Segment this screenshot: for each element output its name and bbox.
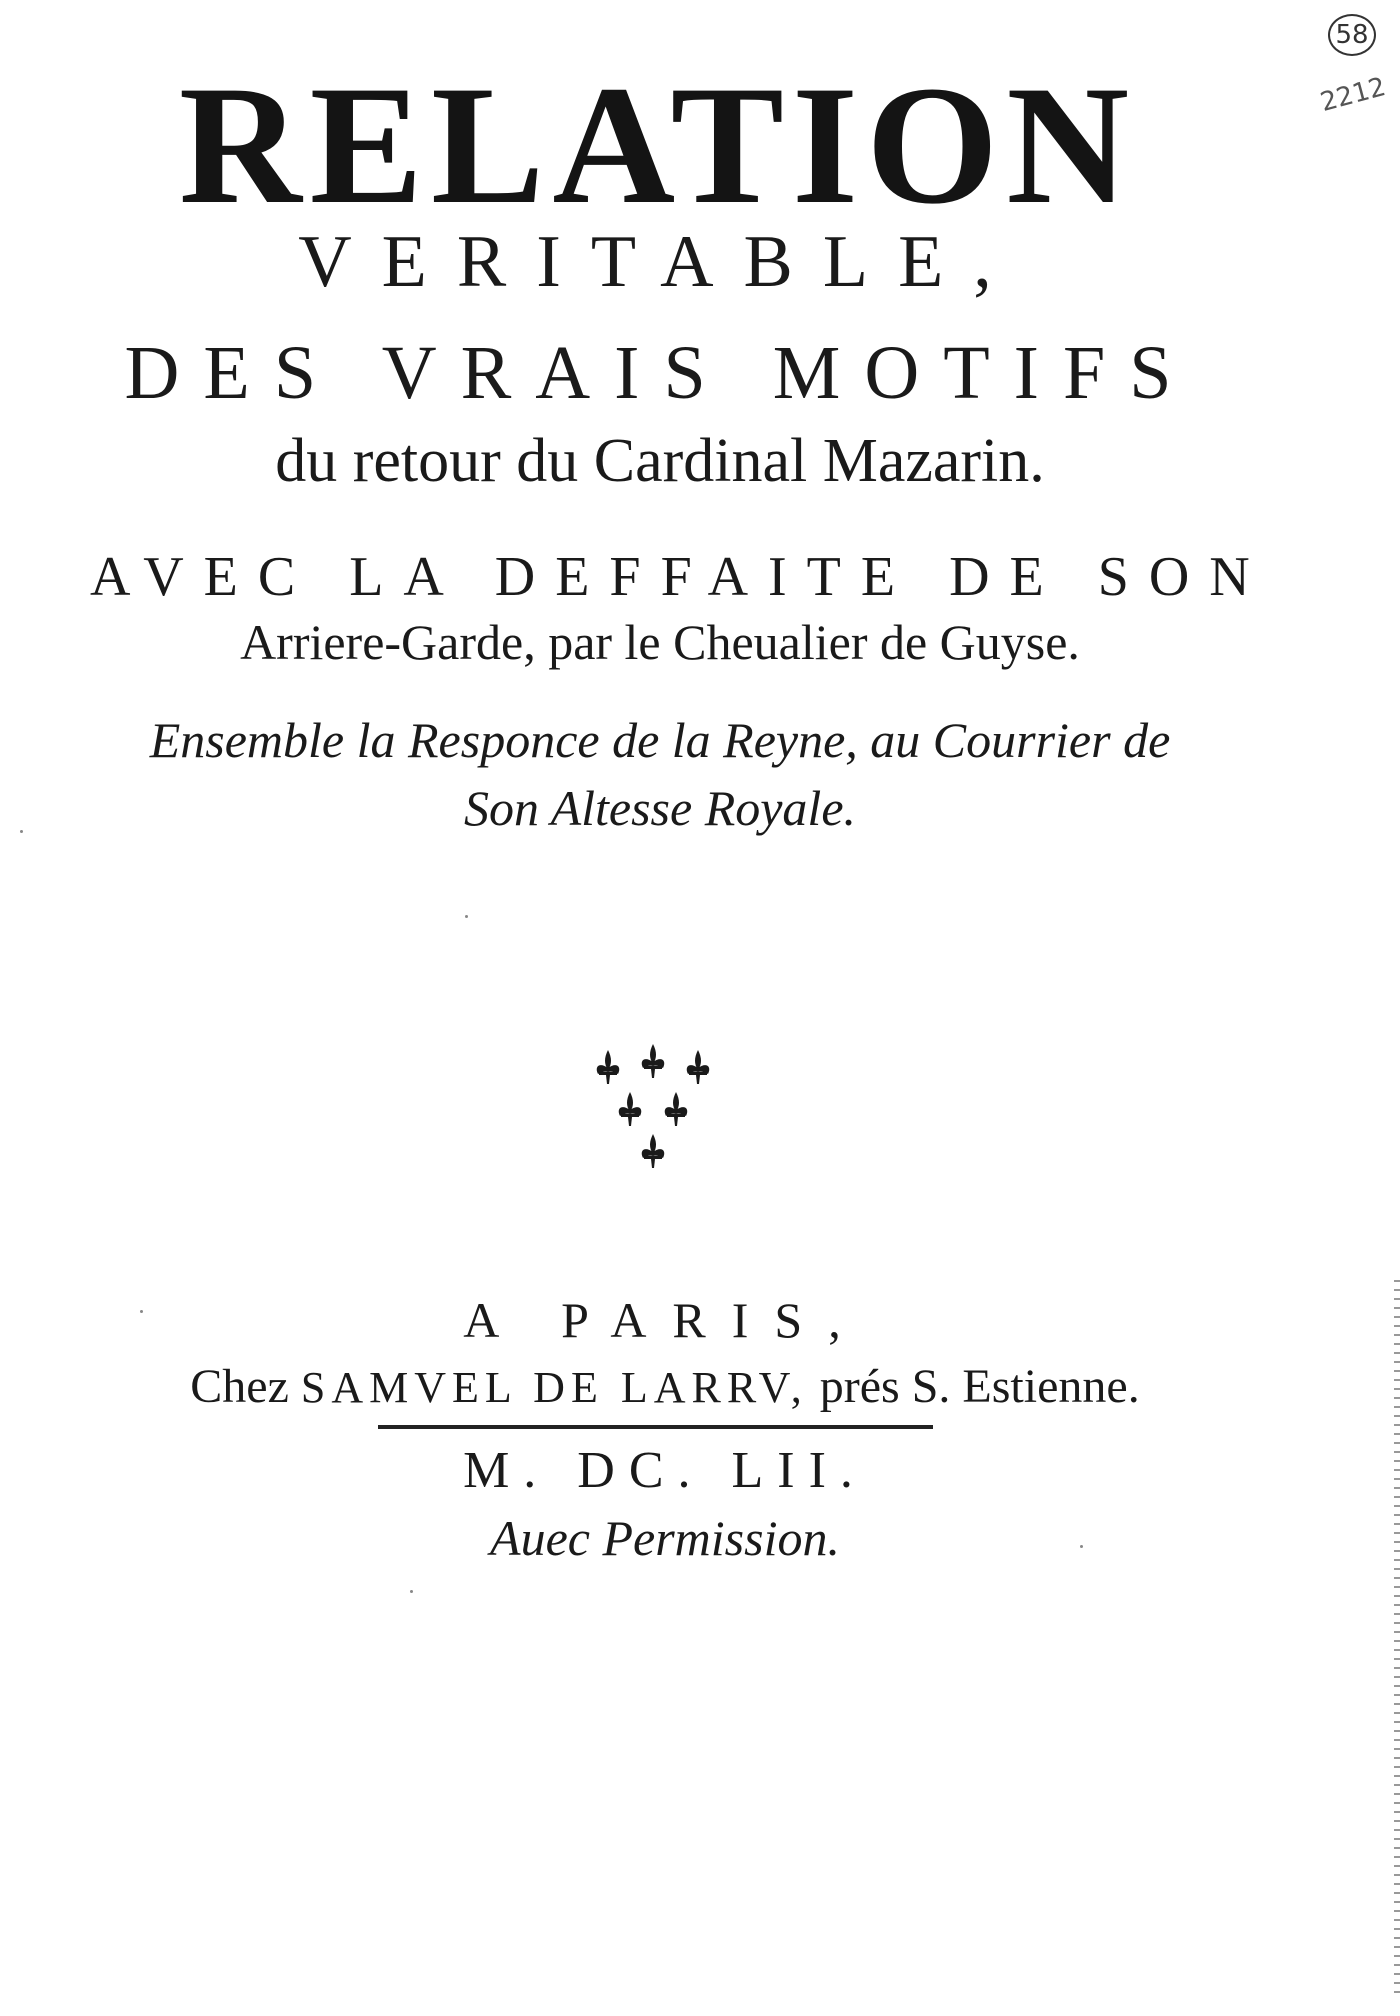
imprint-place: A PARIS, — [463, 1292, 867, 1348]
imprint-printer — [95, 1358, 1235, 1417]
supplement-line-1: Ensemble la Responce de la Reyne, au Courrier de — [149, 712, 1171, 768]
scan-speck — [1080, 1545, 1083, 1548]
scan-speck — [140, 1310, 143, 1313]
title-retour: du retour du Cardinal Mazarin. — [275, 427, 1045, 495]
scan-speck — [410, 1590, 413, 1593]
imprint-printer-name: SAMVEL DE LARRV, — [300, 1363, 808, 1412]
scan-speck — [20, 830, 23, 833]
subtitle-deffaite: AVEC LA DEFFAITE DE SON — [90, 546, 1270, 608]
supplement-line-2: Son Altesse Royale. — [463, 780, 857, 836]
handwritten-margin-note: 2212 — [1317, 71, 1389, 119]
imprint-printer-prefix: Chez — [190, 1360, 289, 1413]
scan-edge-noise — [1394, 1280, 1400, 2000]
subtitle-arriere-garde: Arriere-Garde, par le Cheualier de Guyse. — [240, 614, 1080, 670]
main-title: RELATION — [178, 51, 1138, 239]
main-title-veritable: VERITABLE, — [298, 221, 1022, 303]
imprint-divider — [378, 1425, 933, 1429]
fleur-de-lis-ornament-icon — [578, 1030, 728, 1180]
imprint-date: M. DC. LII. — [463, 1442, 867, 1499]
handwritten-circled-number: 58 — [1328, 14, 1376, 56]
imprint-permission: Auec Permission. — [490, 1510, 840, 1566]
scan-speck — [465, 915, 468, 918]
title-motifs: DES VRAIS MOTIFS — [124, 331, 1196, 415]
imprint-printer-suffix: prés S. Estienne. — [819, 1360, 1140, 1413]
